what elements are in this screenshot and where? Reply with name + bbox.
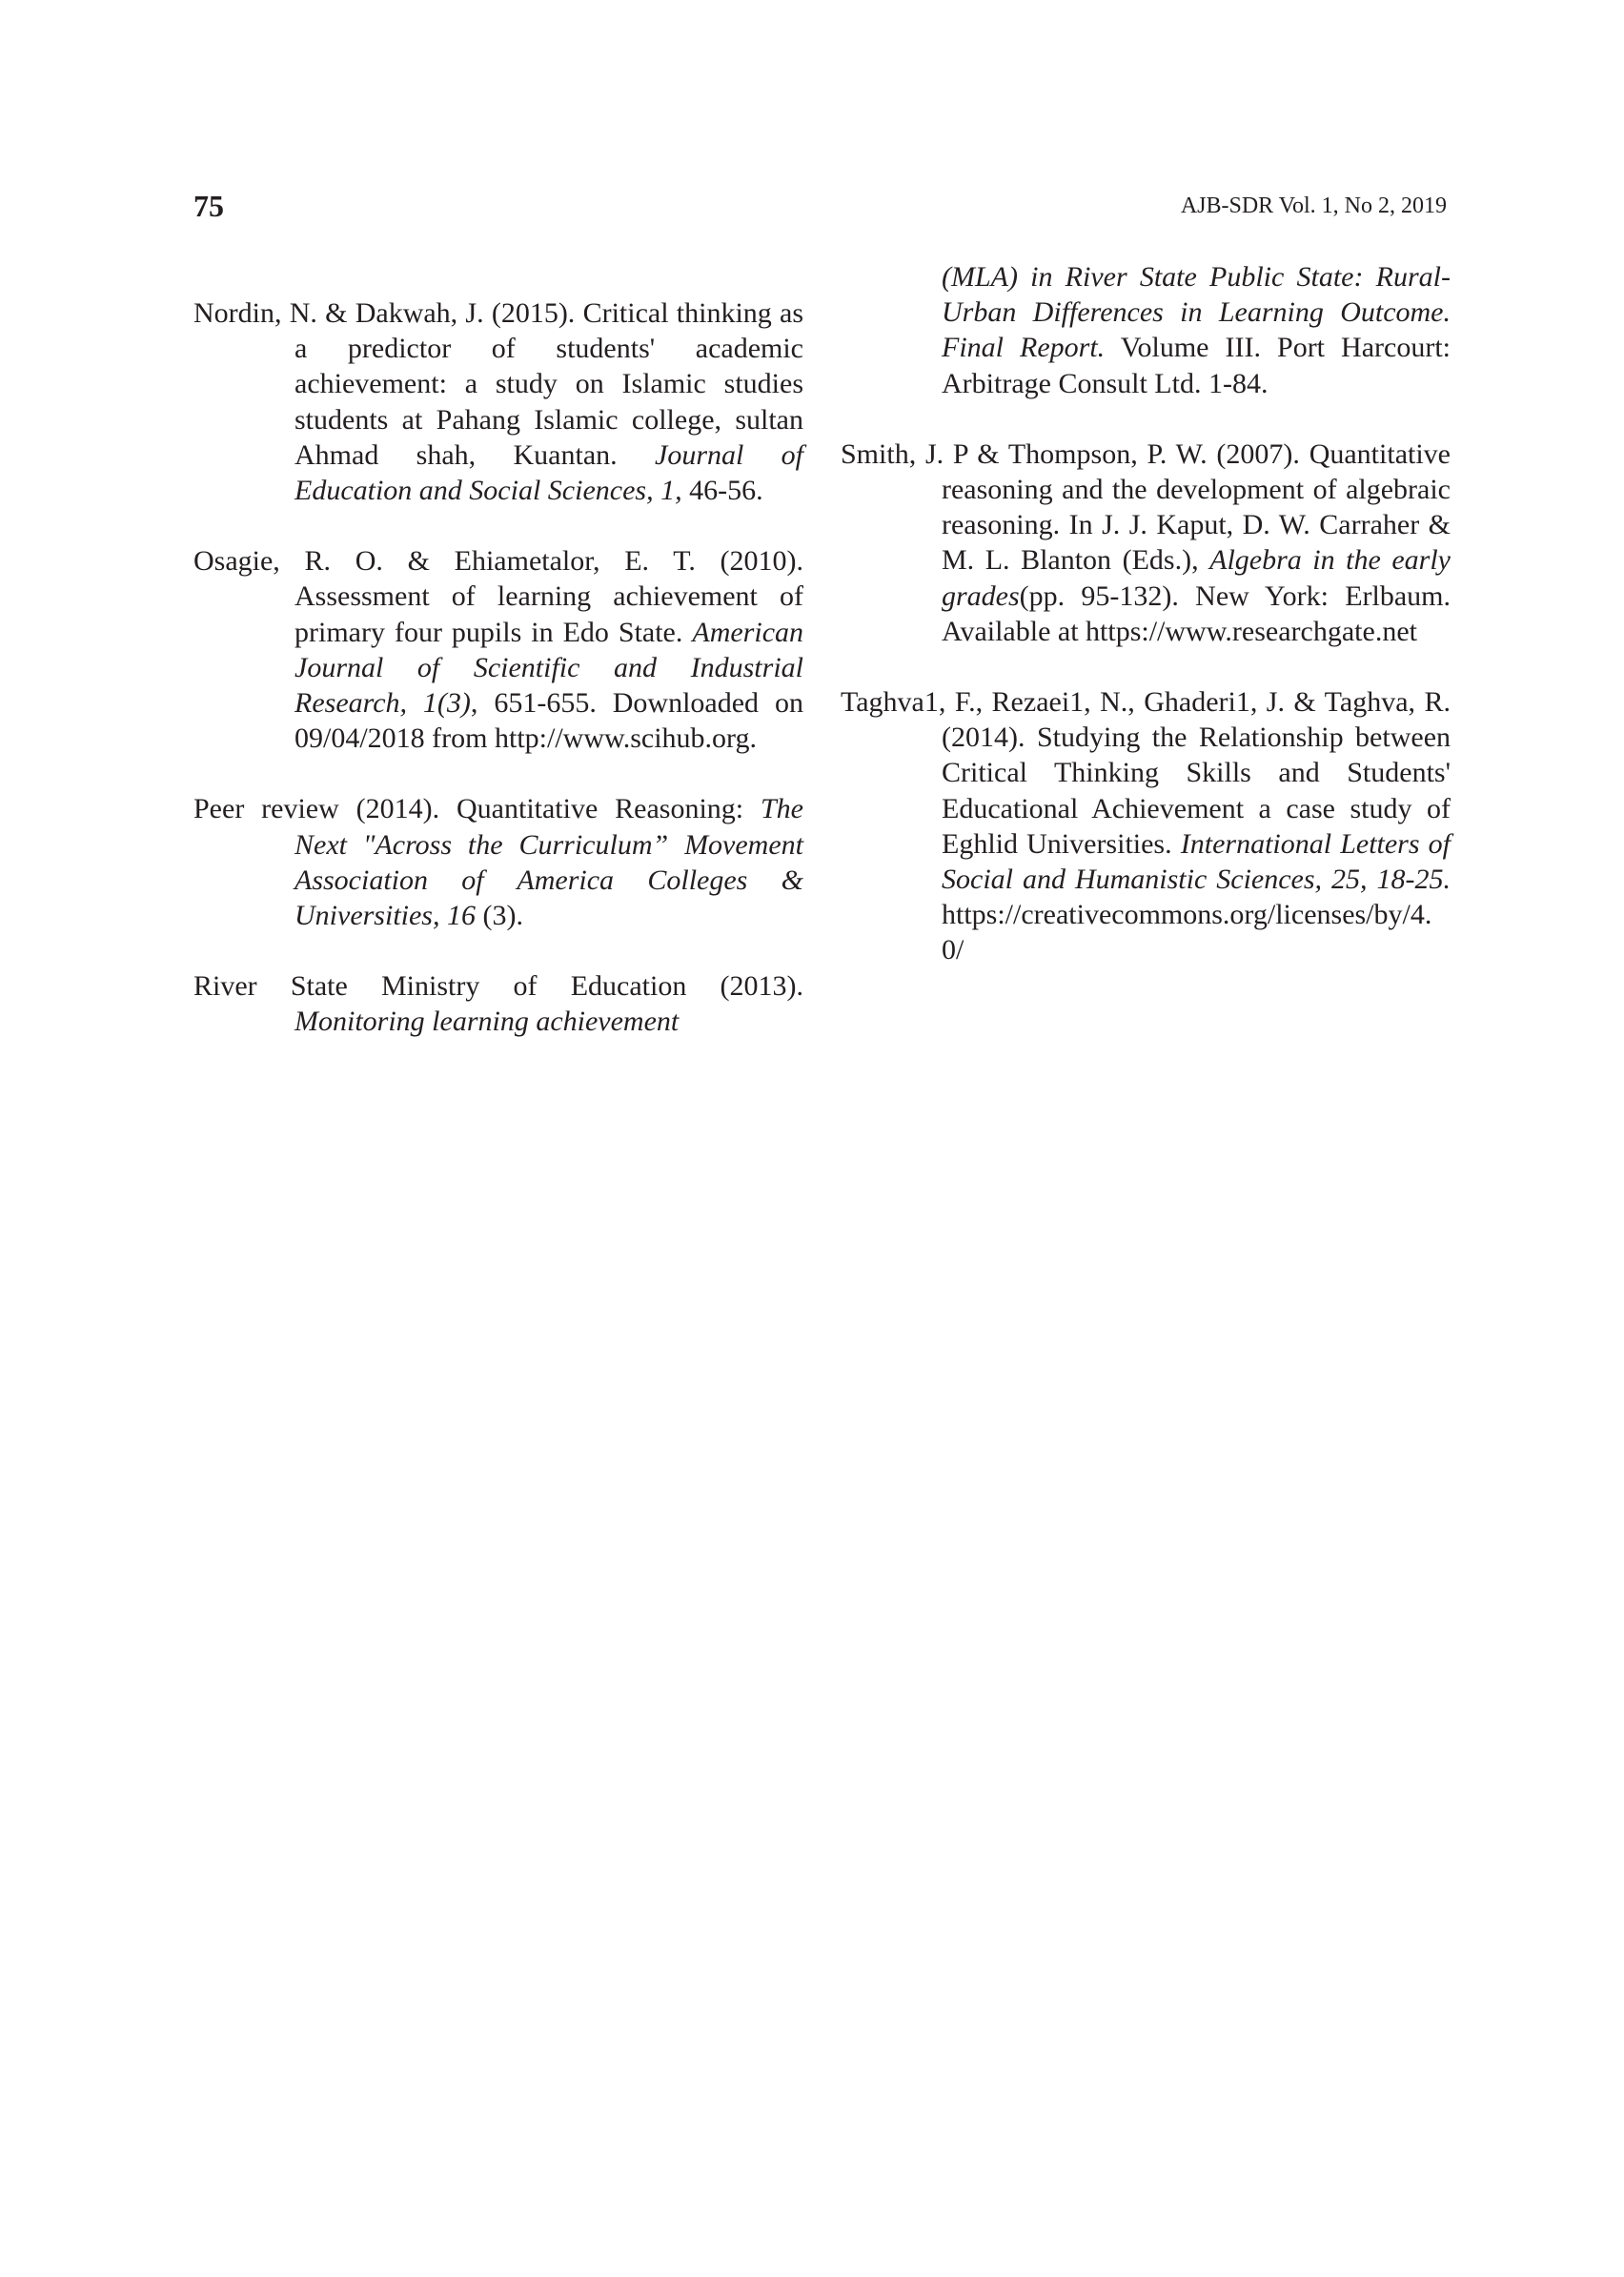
reference-source: The Next "Across the Curriculum” Movement Association of America Colleges & Universities, 16	[294, 793, 803, 932]
reference-tail: 46-56.	[689, 475, 763, 507]
reference-entry	[193, 968, 803, 1039]
reference-source: International Letters of Social and Humanistic Sciences, 25, 18-25.	[942, 827, 1451, 896]
references-left-column	[193, 295, 803, 1040]
reference-source: (MLA) in River State Public State: Rural-Urban Differences in Learning Outcome. Final Report.	[942, 261, 1451, 364]
reference-tail: https://creativecommons.org/licenses/by/4.0/	[942, 899, 1432, 966]
reference-tail: (3).	[482, 900, 523, 932]
reference-authors-year: River State Ministry of Education (2013).	[193, 970, 803, 1003]
reference-entry	[841, 684, 1451, 968]
reference-entry	[193, 295, 803, 508]
references-right-column	[841, 259, 1451, 968]
reference-title: Critical thinking as a predictor of students' academic achievement: a study on Islamic studies students at Pahang Islamic college, sultan Ahmad shah, Kuantan.	[294, 297, 804, 471]
reference-continuation	[841, 259, 1451, 401]
reference-tail: , 651-655. Downloaded on 09/04/2018 from http://www.scihub.org.	[294, 687, 803, 755]
reference-source: Monitoring learning achievement	[294, 1006, 680, 1038]
reference-tail: Volume III. Port Harcourt: Arbitrage Consult Ltd. 1-84.	[942, 332, 1451, 399]
reference-title: Quantitative Reasoning:	[457, 793, 744, 825]
reference-title: Studying the Relationship between Critical Thinking Skills and Students' Educational Achievement a case study of Eghlid Universities.	[942, 722, 1451, 860]
reference-source: Journal of Education and Social Sciences, 1,	[294, 438, 804, 507]
reference-title: Assessment of learning achievement of primary four pupils in Edo State.	[294, 580, 803, 648]
running-head: AJB-SDR Vol. 1, No 2, 2019	[1180, 193, 1447, 218]
reference-title: Quantitative reasoning and the development of algebraic reasoning. In J. J. Kaput, D. W. Carraher & M. L. Blanton (Eds.),	[942, 437, 1451, 577]
reference-entry	[193, 791, 803, 933]
page-number: 75	[193, 189, 224, 223]
reference-tail: (pp. 95-132). New York: Erlbaum. Available at https://www.researchgate.net	[942, 579, 1451, 647]
reference-authors-year: Taghva1, F., Rezaei1, N., Ghaderi1, J. & Taghva, R. (2014).	[841, 686, 1451, 754]
reference-authors-year: Smith, J. P & Thompson, P. W. (2007).	[841, 437, 1300, 470]
reference-source: Algebra in the early grades	[942, 544, 1451, 612]
reference-entry	[841, 437, 1451, 649]
reference-authors-year: Peer review (2014).	[193, 793, 440, 825]
reference-authors-year: Nordin, N. & Dakwah, J. (2015).	[193, 297, 576, 329]
reference-authors-year: Osagie, R. O. & Ehiametalor, E. T. (2010).	[193, 545, 803, 578]
reference-entry	[193, 543, 803, 756]
reference-source: American Journal of Scientific and Industrial Research, 1(3)	[294, 616, 804, 720]
